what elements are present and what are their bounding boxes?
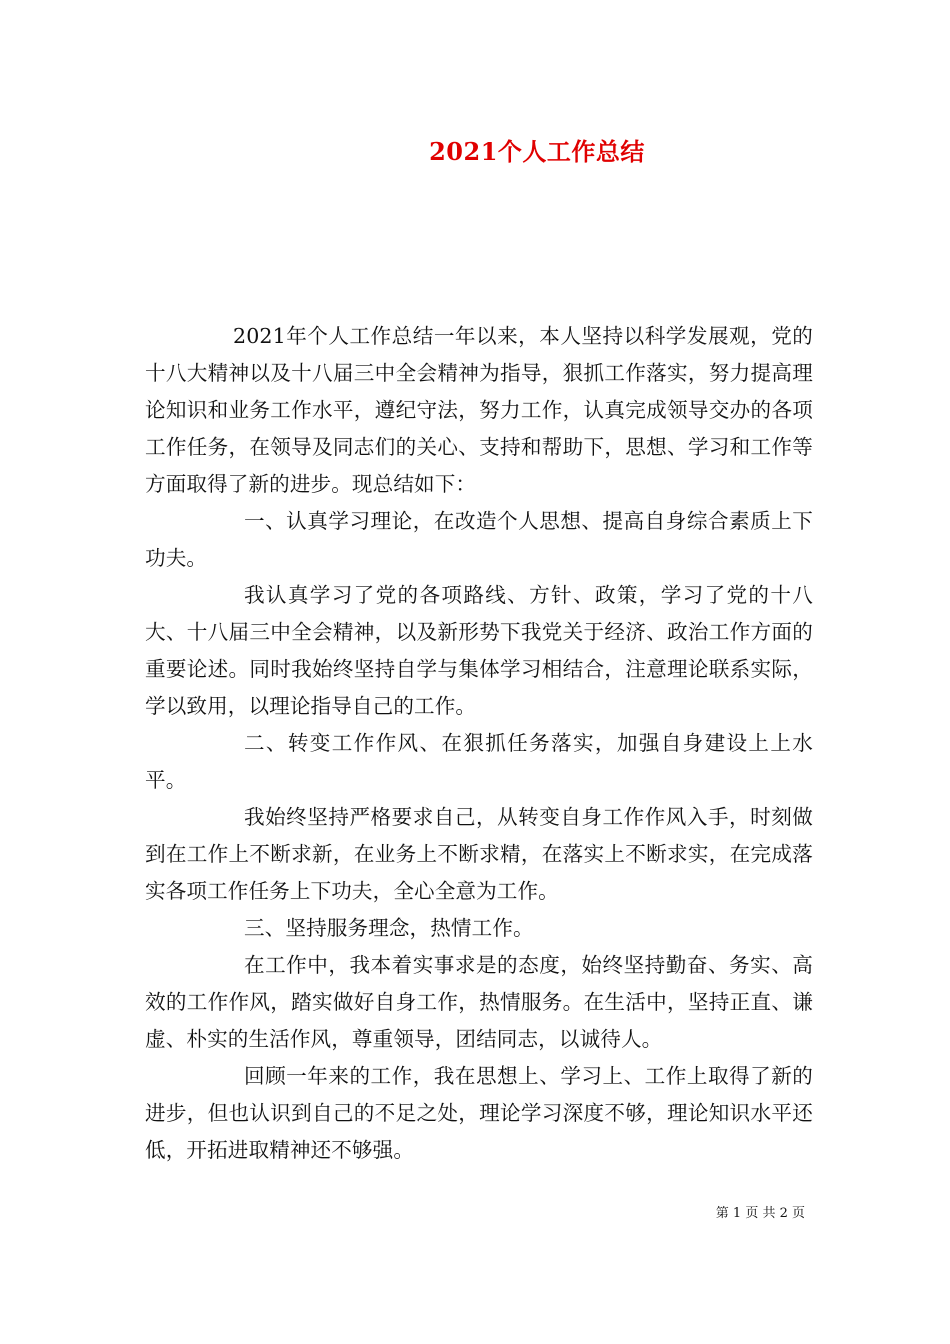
- document-title: 2021个人工作总结: [429, 137, 645, 166]
- paragraph-intro: 2021年个人工作总结一年以来，本人坚持以科学发展观，党的十八大精神以及十八届三中全会精神为指导，狠抓工作落实，努力提高理论知识和业务工作水平，遵纪守法，努力工作，认真完成领导交办的各项工作任务，在领导及同志们的关心、支持和帮助下，思想、学习和工作等方面取得了新的进步。现总结如下：: [145, 324, 813, 496]
- paragraph-section-3: 在工作中，我本着实事求是的态度，始终坚持勤奋、务实、高效的工作作风，踏实做好自身工作，热情服务。在生活中，坚持正直、谦虚、朴实的生活作风，尊重领导，团结同志，以诚待人。: [145, 953, 813, 1051]
- section-heading-3: 三、坚持服务理念，热情工作。: [244, 916, 534, 940]
- section-heading-1: 一、认真学习理论，在改造个人思想、提高自身综合素质上下功夫。: [145, 509, 813, 570]
- document-body: [145, 318, 813, 1169]
- section-heading-2: 二、转变工作作风、在狠抓任务落实，加强自身建设上上水平。: [145, 731, 813, 792]
- paragraph-section-2: 我始终坚持严格要求自己，从转变自身工作作风入手，时刻做到在工作上不断求新，在业务上不断求精，在落实上不断求实，在完成落实各项工作任务上下功夫，全心全意为工作。: [145, 805, 813, 903]
- page-number-footer: 第 1 页 共 2 页: [715, 1206, 805, 1221]
- paragraph-conclusion: 回顾一年来的工作，我在思想上、学习上、工作上取得了新的进步，但也认识到自己的不足之处，理论学习深度不够，理论知识水平还低，开拓进取精神还不够强。: [145, 1064, 813, 1162]
- paragraph-section-1: 我认真学习了党的各项路线、方针、政策，学习了党的十八大、十八届三中全会精神，以及新形势下我党关于经济、政治工作方面的重要论述。同时我始终坚持自学与集体学习相结合，注意理论联系实际，学以致用，以理论指导自己的工作。: [145, 583, 813, 718]
